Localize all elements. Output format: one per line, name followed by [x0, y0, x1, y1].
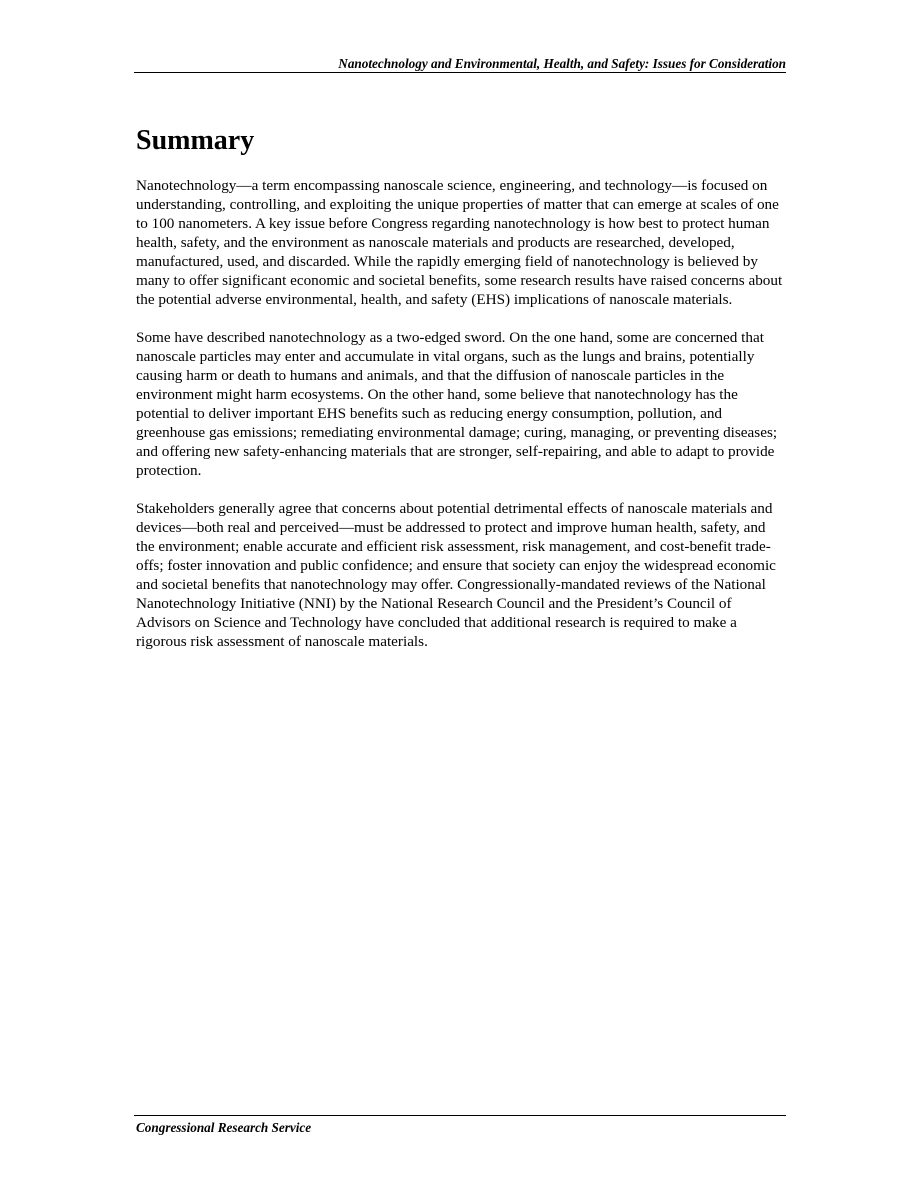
summary-paragraph-2: Some have described nanotechnology as a two-edged sword. On the one hand, some are concerned that nanoscale particles may enter and accumulate in vital organs, such as the lungs and brains, potentially causing harm or death to humans and animals, and that the diffusion of nanoscale particles in the environment might harm ecosystems. On the other hand, some believe that nanotechnology has the potential to deliver important EHS benefits such as reducing energy consumption, pollution, and greenhouse gas emissions; remediating environmental damage; curing, managing, or preventing diseases; and offering new safety-enhancing materials that are stronger, self-repairing, and able to adapt to provide protection.: [136, 329, 778, 479]
summary-paragraph-3: Stakeholders generally agree that concerns about potential detrimental effects of nanoscale materials and devices—both real and perceived—must be addressed to protect and improve human health, safety, and the environment; enable accurate and efficient risk assessment, risk management, and cost-benefit trade-offs; foster innovation and public confidence; and ensure that society can enjoy the widespread economic and societal benefits that nanotechnology may offer. Congressionally-mandated reviews of the National Nanotechnology Initiative (NNI) by the National Research Council and the President’s Council of Advisors on Science and Technology have concluded that additional research is required to make a rigorous risk assessment of nanoscale materials.: [136, 500, 776, 650]
summary-paragraph-1: Nanotechnology—a term encompassing nanoscale science, engineering, and technology—is focused on understanding, controlling, and exploiting the unique properties of matter that can emerge at scales of one to 100 nanometers. A key issue before Congress regarding nanotechnology is how best to protect human health, safety, and the environment as nanoscale materials and products are researched, developed, manufactured, used, and discarded. While the rapidly emerging field of nanotechnology is believed by many to offer significant economic and societal benefits, some research results have raised concerns about the potential adverse environmental, health, and safety (EHS) implications of nanoscale materials.: [136, 177, 783, 308]
running-header: Nanotechnology and Environmental, Health, and Safety: Issues for Consideration: [338, 56, 786, 71]
section-title: Summary: [136, 125, 255, 156]
footer-divider: [134, 1115, 786, 1116]
running-footer: Congressional Research Service: [136, 1120, 312, 1135]
summary-body: [136, 176, 786, 651]
main-content: [136, 124, 786, 670]
header-divider: [134, 72, 786, 73]
